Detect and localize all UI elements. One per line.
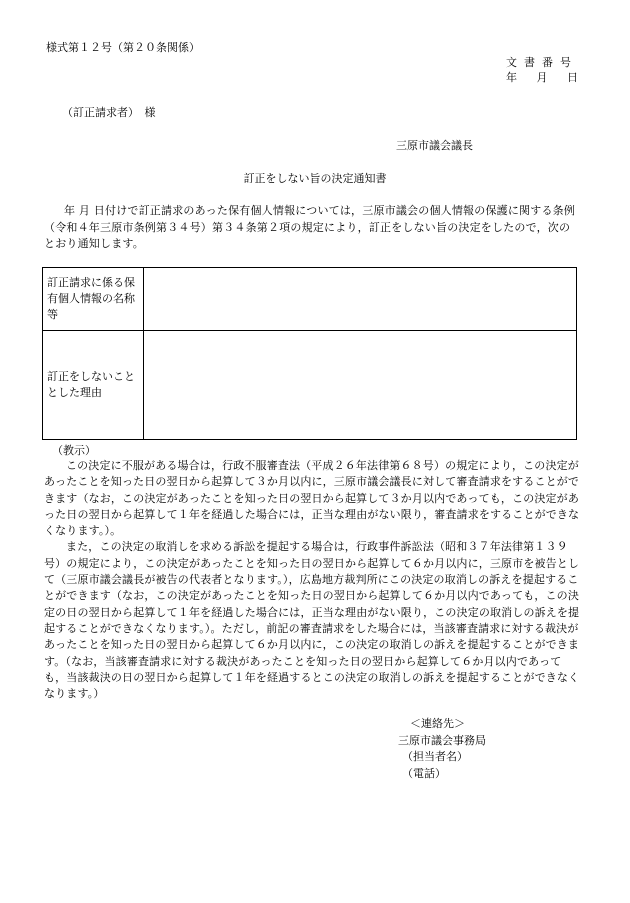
- contact-person: （担当者名）: [402, 750, 468, 763]
- table-row: [43, 268, 577, 331]
- sender: 三原市議会議長: [396, 139, 473, 152]
- contact-office: 三原市議会事務局: [398, 733, 486, 747]
- row1-label: 訂正請求に係る保有個人情報の名称等: [43, 268, 144, 331]
- notice-paragraph-1: この決定に不服がある場合は，行政不服審査法（平成２６年法律第６８号）の規定により，この決定があったことを知った日の翌日から起算して３か月以内に，三原市議会議長に対して審査請求をすることができます（なお，この決定があったことを知った日の翌日から起算して３か月以内であっても，この決定があった日の翌日から起算して１年を経過した場合には，正当な理由がない限り，審査請求をすることができなくなります。）。: [44, 459, 580, 538]
- contact-block: [398, 716, 486, 782]
- row2-label: 訂正をしないこととした理由: [43, 331, 144, 440]
- contact-phone: （電話）: [402, 766, 446, 780]
- row1-value: [144, 268, 577, 331]
- info-table: [42, 267, 577, 440]
- document-date-label: 年 月 日: [506, 71, 578, 84]
- table-row: [43, 331, 577, 440]
- body-text: 年 月 日付けで訂正請求のあった保有個人情報については，三原市議会の個人情報の保護に関する条例（令和４年三原市条例第３４号）第３４条第２項の規定により，訂正をしない旨の決定をしたので，次のとおり通知します。: [44, 204, 576, 250]
- contact-heading: ＜連絡先＞: [410, 717, 465, 730]
- notice-paragraph-2: また，この決定の取消しを求める訴訟を提起する場合は，行政事件訴訟法（昭和３７年法律第１３９号）の規定により，この決定があったことを知った日の翌日から起算して６か月以内に，三原市を被告として（三原市議会議長が被告の代表者となります。），広島地方裁判所にこの決定の取消しの訴えを提起することができます（なお，この決定があったことを知った日の翌日から起算して６か月以内であっても，この決定の日の翌日から起算して１年を経過した場合には，正当な理由がない限り，この決定の取消しの訴えを提起することができなくなります。）。ただし，前記の審査請求をした場合には，当該審査請求に対する裁決があったことを知った日の翌日から起算して６か月以内に，この決定の取消しの訴えを提起することができます。（なお，当該審査請求に対する裁決があったことを知った日の翌日から起算して６か月以内であっても，当該裁決の日の翌日から起算して１年を経過するとこの決定の取消しの訴えを提起することができなくなります。）: [44, 540, 580, 701]
- document-title: 訂正をしない旨の決定通知書: [243, 172, 387, 185]
- form-number: 様式第１２号（第２０条関係）: [46, 41, 200, 54]
- document-number-label: 文書番号: [506, 56, 578, 69]
- notice-text: [44, 458, 580, 702]
- notice-heading: （教示）: [52, 444, 96, 457]
- row2-value: [144, 331, 577, 440]
- addressee: （訂正請求者） 様: [62, 106, 156, 119]
